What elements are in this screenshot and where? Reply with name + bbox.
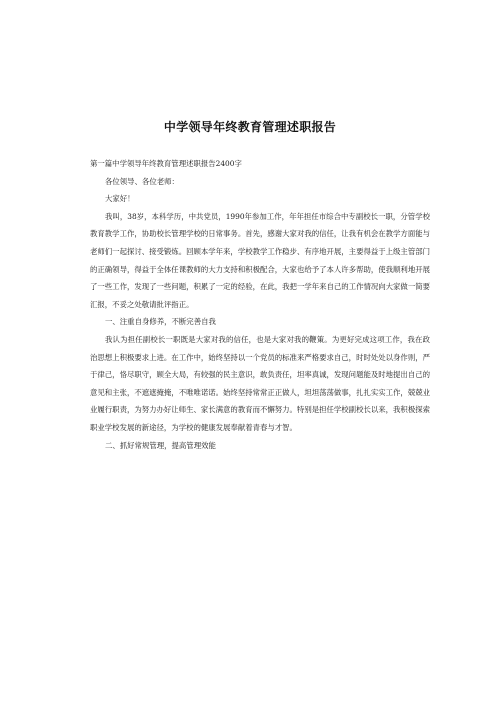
section-heading-2: 二、抓好常规管理，提高管理效能 — [105, 440, 216, 450]
document-body — [90, 155, 430, 454]
paragraph-introduction: 我叫，38岁，本科学历，中共党员，1990年参加工作，年年担任市综合中专副校长一职，分管学校教育教学工作，协助校长管理学校的日常事务。首先，感谢大家对我的信任，让我有机会在教学方面能与老师们一起探讨、接受锻炼。回顾本学年来，学校教学工作稳步、有序地开展，主要得益于上级主管部门的正确领导，得益于全体任课教师的大力支持和积极配合，大家也给予了本人许多帮助，使我顺利地开展了一些工作，发现了一些问题，积累了一定的经验，在此，我把一学年来自己的工作情况向大家做一简要汇报，不妥之处敬请批评指正。 — [90, 211, 430, 309]
paragraph-greeting: 大家好！ — [105, 194, 135, 204]
paragraph-heading-line: 第一篇中学领导年终教育管理述职报告2400字 — [90, 159, 242, 168]
document-title: 中学领导年终教育管理述职报告 — [163, 120, 337, 134]
paragraph-section-1: 我认为担任副校长一职既是大家对我的信任，也是大家对我的鞭策。为更好完成这项工作，我在政治思想上积极要求上进。在工作中，始终坚持以一个党员的标准来严格要求自己，时时处处以身作则，严于律己，恪尽职守，顾全大局，有较强的民主意识，敢负责任，坦率真诚，发现问题能及时地提出自己的意见和主张，不遮遮掩掩，不唯唯诺诺。始终坚持常常正正做人，坦坦荡荡做事，扎扎实实工作，兢兢业业履行职责，为努力办好让师生、家长满意的教育而不懈努力。特别是担任学校副校长以来，我积极探索职业学校发展的新途径，为学校的健康发展奉献着青春与才智。 — [90, 334, 430, 432]
section-heading-1: 一、注重自身修养，不断完善自我 — [105, 317, 216, 327]
paragraph-salutation: 各位领导、各位老师： — [105, 176, 179, 186]
